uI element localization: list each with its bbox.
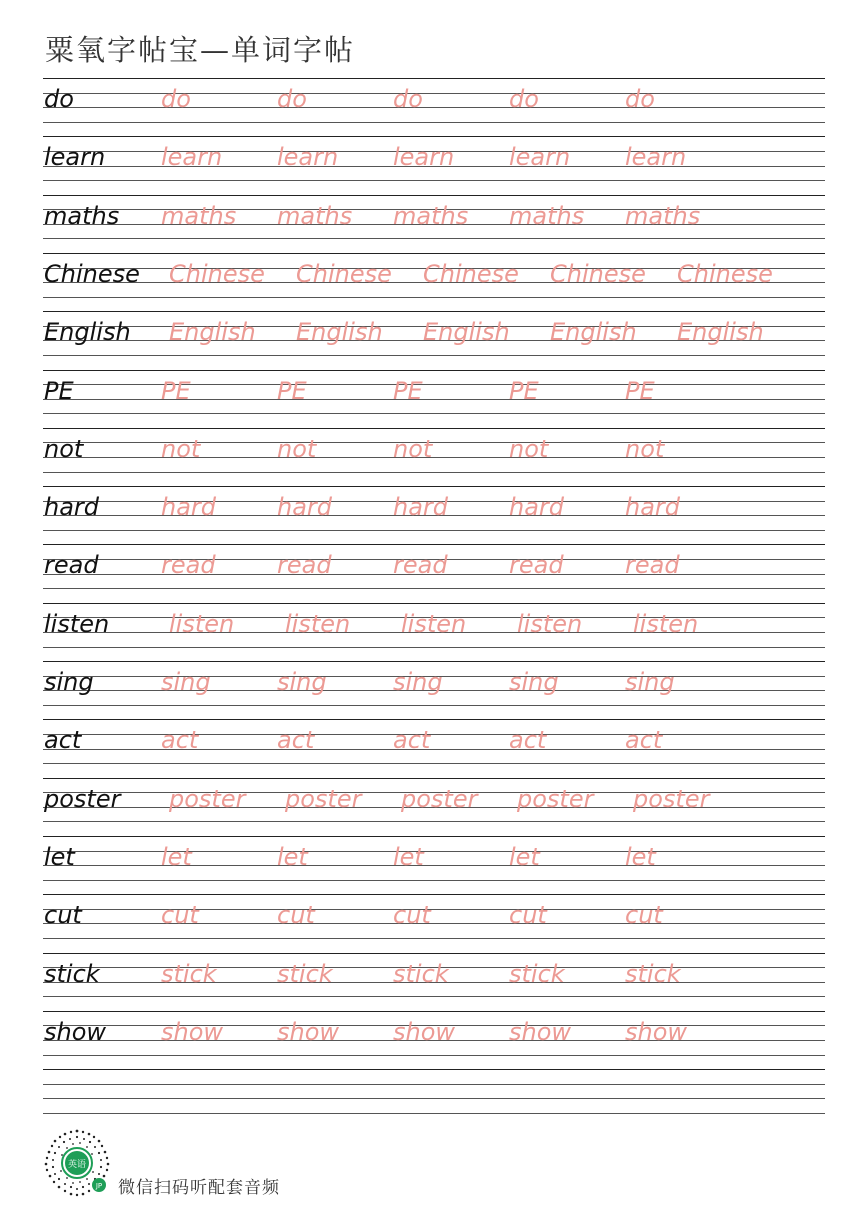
trace-word: maths xyxy=(393,201,469,230)
trace-word: listen xyxy=(401,609,467,638)
trace-word: English xyxy=(677,318,764,347)
model-word: poster xyxy=(44,784,121,813)
trace-word: act xyxy=(161,726,199,755)
guide-line xyxy=(43,1069,825,1070)
guide-line xyxy=(43,705,825,706)
qr-code-icon[interactable] xyxy=(42,1128,112,1198)
trace-word: learn xyxy=(625,143,687,172)
guide-line xyxy=(43,836,825,837)
model-word: PE xyxy=(44,376,74,405)
model-word: sing xyxy=(44,668,94,696)
guide-line xyxy=(43,355,825,356)
trace-word: let xyxy=(625,842,656,871)
trace-word: read xyxy=(509,551,564,580)
trace-word: listen xyxy=(517,609,583,638)
footer-caption: 微信扫码听配套音频 xyxy=(118,1178,280,1198)
trace-word: cut xyxy=(277,901,315,930)
trace-word: let xyxy=(161,842,192,871)
trace-word: sing xyxy=(625,668,675,696)
trace-word: do xyxy=(277,85,307,113)
trace-word: show xyxy=(393,1017,456,1046)
trace-word: read xyxy=(277,551,332,580)
trace-word: not xyxy=(277,434,317,463)
trace-word: learn xyxy=(393,143,455,172)
guide-line xyxy=(43,938,825,939)
trace-word: learn xyxy=(277,143,339,172)
trace-word: Chinese xyxy=(169,259,265,288)
trace-word: do xyxy=(393,85,423,113)
guide-line xyxy=(43,821,825,822)
guide-line xyxy=(43,1098,825,1099)
trace-word: let xyxy=(393,842,424,871)
trace-word: not xyxy=(509,434,549,463)
guide-line xyxy=(43,370,825,371)
guide-line xyxy=(43,122,825,123)
trace-word: PE xyxy=(393,376,423,405)
trace-word: not xyxy=(625,434,665,463)
trace-word: Chinese xyxy=(677,259,773,288)
model-word: not xyxy=(44,434,84,463)
model-word: show xyxy=(44,1017,107,1046)
guide-line xyxy=(43,530,825,531)
trace-word: do xyxy=(509,85,539,113)
model-word: stick xyxy=(44,959,100,988)
guide-line xyxy=(43,603,825,604)
guide-line xyxy=(43,136,825,137)
trace-word: act xyxy=(393,726,431,755)
qr-corner-label: JP xyxy=(95,1182,103,1190)
model-word: do xyxy=(44,85,74,113)
trace-word: Chinese xyxy=(296,259,392,288)
guide-line xyxy=(43,661,825,662)
guide-line xyxy=(43,778,825,779)
guide-line xyxy=(43,428,825,429)
trace-word: maths xyxy=(161,201,237,230)
trace-word: cut xyxy=(509,901,547,930)
trace-word: act xyxy=(625,726,663,755)
model-word: English xyxy=(44,318,131,347)
trace-word: show xyxy=(625,1017,688,1046)
trace-word: let xyxy=(509,842,540,871)
guide-line xyxy=(43,238,825,239)
model-word: hard xyxy=(44,493,100,522)
trace-word: stick xyxy=(277,959,333,988)
guide-line xyxy=(43,588,825,589)
trace-word: hard xyxy=(625,493,681,522)
trace-word: do xyxy=(625,85,655,113)
model-word: let xyxy=(44,842,75,871)
guide-line xyxy=(43,297,825,298)
guide-line xyxy=(43,544,825,545)
trace-word: cut xyxy=(393,901,431,930)
guide-line xyxy=(43,1113,825,1114)
trace-word: stick xyxy=(509,959,565,988)
trace-word: hard xyxy=(161,493,217,522)
trace-word: sing xyxy=(509,668,559,696)
trace-word: Chinese xyxy=(423,259,519,288)
model-word: Chinese xyxy=(44,259,140,288)
trace-word: poster xyxy=(285,784,362,813)
trace-word: hard xyxy=(277,493,333,522)
guide-line xyxy=(43,195,825,196)
guide-line xyxy=(43,1084,825,1085)
trace-word: read xyxy=(625,551,680,580)
model-word: read xyxy=(44,551,99,580)
trace-word: listen xyxy=(633,609,699,638)
trace-word: stick xyxy=(161,959,217,988)
trace-word: show xyxy=(509,1017,572,1046)
trace-word: sing xyxy=(393,668,443,696)
trace-word: learn xyxy=(161,143,223,172)
guide-line xyxy=(43,253,825,254)
trace-word: maths xyxy=(509,201,585,230)
trace-word: Chinese xyxy=(550,259,646,288)
trace-word: sing xyxy=(277,668,327,696)
trace-word: show xyxy=(277,1017,340,1046)
trace-word: hard xyxy=(509,493,565,522)
trace-word: act xyxy=(277,726,315,755)
model-word: maths xyxy=(44,201,120,230)
guide-line xyxy=(43,1011,825,1012)
trace-word: learn xyxy=(509,143,571,172)
trace-word: poster xyxy=(169,784,246,813)
guide-line xyxy=(43,180,825,181)
trace-word: read xyxy=(161,551,216,580)
trace-word: PE xyxy=(625,376,655,405)
guide-line xyxy=(43,472,825,473)
trace-word: PE xyxy=(161,376,191,405)
trace-word: read xyxy=(393,551,448,580)
guide-line xyxy=(43,413,825,414)
trace-word: stick xyxy=(625,959,681,988)
guide-line xyxy=(43,486,825,487)
trace-word: do xyxy=(161,85,191,113)
trace-word: PE xyxy=(277,376,307,405)
trace-word: let xyxy=(277,842,308,871)
trace-word: PE xyxy=(509,376,539,405)
trace-word: English xyxy=(169,318,256,347)
qr-badge-label: 英语 xyxy=(67,1160,87,1170)
trace-word: stick xyxy=(393,959,449,988)
guide-line xyxy=(43,996,825,997)
trace-word: maths xyxy=(625,201,701,230)
guide-line xyxy=(43,311,825,312)
trace-word: poster xyxy=(517,784,594,813)
trace-word: English xyxy=(296,318,383,347)
model-word: act xyxy=(44,726,82,755)
guide-line xyxy=(43,880,825,881)
guide-line xyxy=(43,647,825,648)
guide-line xyxy=(43,894,825,895)
model-word: cut xyxy=(44,901,82,930)
guide-line xyxy=(43,719,825,720)
guide-line xyxy=(43,1055,825,1056)
guide-line xyxy=(43,763,825,764)
trace-word: cut xyxy=(625,901,663,930)
guide-line xyxy=(43,78,825,79)
model-word: listen xyxy=(44,609,110,638)
trace-word: not xyxy=(161,434,201,463)
handwriting-sheet xyxy=(43,0,825,1227)
model-word: learn xyxy=(44,143,106,172)
trace-word: poster xyxy=(633,784,710,813)
trace-word: English xyxy=(550,318,637,347)
trace-word: not xyxy=(393,434,433,463)
trace-word: English xyxy=(423,318,510,347)
trace-word: cut xyxy=(161,901,199,930)
page-title: 粟氧字帖宝—单词字帖 xyxy=(45,33,356,67)
trace-word: listen xyxy=(285,609,351,638)
trace-word: poster xyxy=(401,784,478,813)
trace-word: maths xyxy=(277,201,353,230)
guide-line xyxy=(43,953,825,954)
trace-word: hard xyxy=(393,493,449,522)
trace-word: sing xyxy=(161,668,211,696)
trace-word: show xyxy=(161,1017,224,1046)
trace-word: act xyxy=(509,726,547,755)
trace-word: listen xyxy=(169,609,235,638)
